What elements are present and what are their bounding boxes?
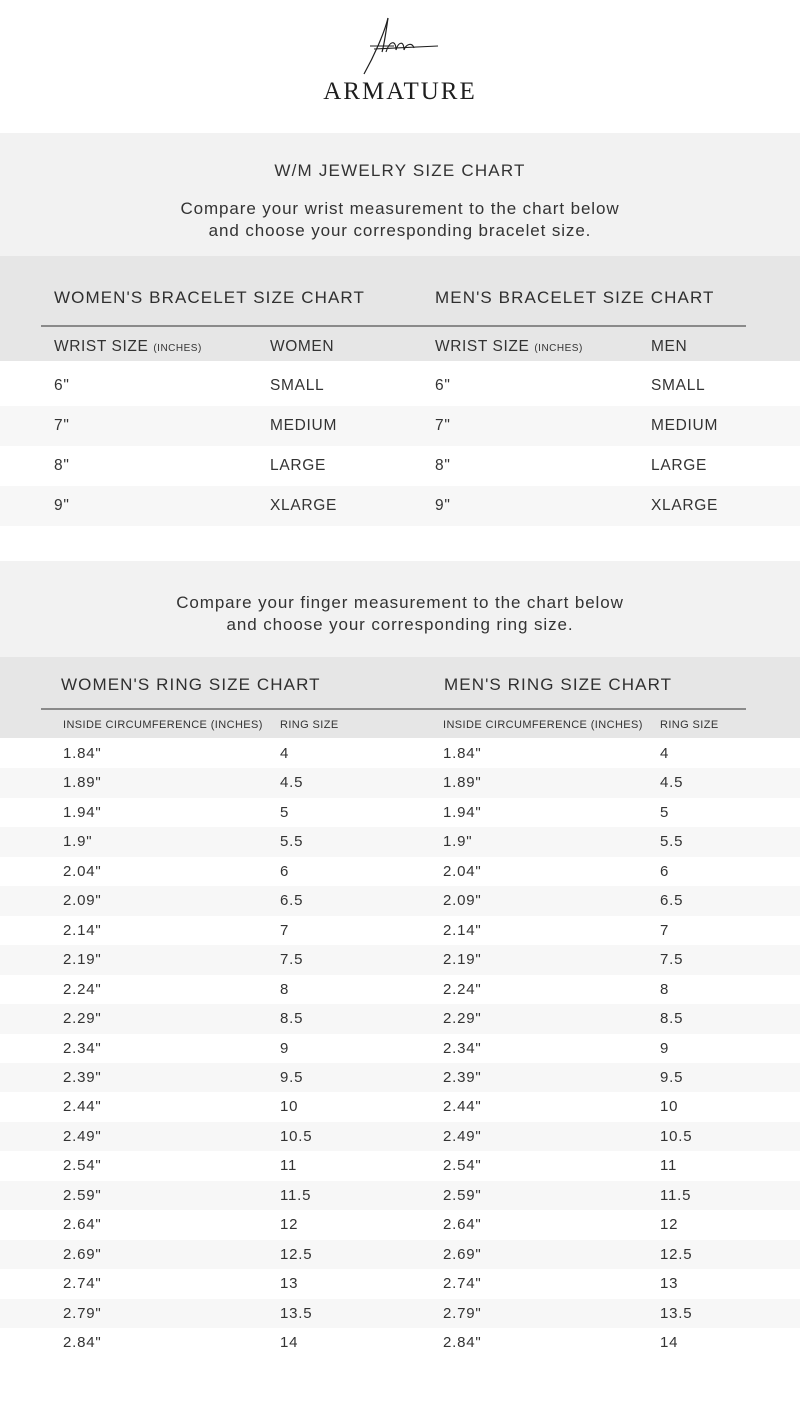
ring-row bbox=[0, 1240, 800, 1270]
mens-circumference: 1.94" bbox=[443, 803, 482, 821]
mens-ring-title: MEN'S RING SIZE CHART bbox=[444, 675, 673, 694]
ring-row bbox=[0, 1328, 800, 1358]
mens-bracelet-title: MEN'S BRACELET SIZE CHART bbox=[435, 288, 715, 307]
mens-circumference: 2.79" bbox=[443, 1304, 482, 1322]
mens-circumference: 2.54" bbox=[443, 1157, 482, 1175]
mens-ring-size: 6 bbox=[660, 862, 670, 880]
mens-ring-size: 11 bbox=[660, 1157, 678, 1175]
mens-ring-size: 7.5 bbox=[660, 951, 684, 969]
womens-circumference: 2.74" bbox=[63, 1275, 102, 1293]
mens-ring-size: 4 bbox=[660, 745, 670, 762]
ring-size-intro bbox=[0, 561, 800, 657]
ring-table-header bbox=[0, 657, 800, 738]
bracelet-row bbox=[0, 406, 800, 446]
brand-signature-logo bbox=[360, 16, 440, 76]
ring-row bbox=[0, 768, 800, 798]
mens-wrist-size: 7" bbox=[435, 417, 451, 434]
mens-ring-size: 10 bbox=[660, 1098, 679, 1116]
mens-ring-size: 8 bbox=[660, 980, 670, 998]
mens-ring-size: 6.5 bbox=[660, 892, 684, 910]
womens-ring-size: 5 bbox=[280, 803, 290, 821]
womens-bracelet-size: XLARGE bbox=[270, 497, 338, 514]
ring-row bbox=[0, 1063, 800, 1093]
womens-circumference: 2.49" bbox=[63, 1127, 102, 1145]
womens-ring-size: 11 bbox=[280, 1157, 298, 1175]
womens-wrist-size: 7" bbox=[54, 417, 70, 434]
ring-row bbox=[0, 1210, 800, 1240]
mens-circumference: 2.64" bbox=[443, 1216, 482, 1234]
bracelet-instructions-line-2: and choose your corresponding bracelet size. bbox=[208, 221, 592, 240]
brand-wordmark: ARMATURE bbox=[323, 78, 477, 105]
mens-ring-size: 7 bbox=[660, 921, 670, 939]
mens-ring-size: 14 bbox=[660, 1334, 679, 1351]
ring-row bbox=[0, 945, 800, 975]
womens-ring-size: 5.5 bbox=[280, 833, 304, 851]
womens-circumference: 2.34" bbox=[63, 1039, 102, 1057]
ring-instructions-line-2: and choose your corresponding ring size. bbox=[226, 615, 574, 634]
mens-circumference: 2.09" bbox=[443, 892, 482, 910]
jewelry-size-intro bbox=[0, 133, 800, 256]
bracelet-instructions bbox=[0, 198, 800, 242]
ring-row bbox=[0, 739, 800, 769]
mens-ring-size: 11.5 bbox=[660, 1186, 692, 1204]
womens-ring-size: 4.5 bbox=[280, 774, 304, 792]
mens-circumference: 2.59" bbox=[443, 1186, 482, 1204]
womens-ring-size: 10.5 bbox=[280, 1127, 313, 1145]
mens-circumference: 2.19" bbox=[443, 951, 482, 969]
mens-ring-size: 10.5 bbox=[660, 1127, 693, 1145]
mens-wrist-size: 6" bbox=[435, 377, 451, 394]
womens-wrist-size: 9" bbox=[54, 497, 70, 514]
mens-ring-size: 5 bbox=[660, 803, 670, 821]
womens-circumference: 2.14" bbox=[63, 921, 102, 939]
womens-ring-size: 8 bbox=[280, 980, 290, 998]
header-divider bbox=[41, 325, 746, 327]
womens-bracelet-size: MEDIUM bbox=[270, 417, 338, 434]
mens-wrist-size: 8" bbox=[435, 457, 451, 474]
womens-ring-size: 7 bbox=[280, 921, 290, 939]
womens-ring-size: 14 bbox=[280, 1334, 299, 1351]
ring-row bbox=[0, 1181, 800, 1211]
bracelet-row bbox=[0, 446, 800, 486]
mens-circumference: 2.84" bbox=[443, 1334, 482, 1351]
mens-ring-size: 8.5 bbox=[660, 1010, 684, 1028]
men-size-column: MEN bbox=[651, 338, 688, 355]
column-unit: (INCHES) bbox=[153, 343, 202, 354]
page-title: W/M JEWELRY SIZE CHART bbox=[274, 161, 526, 180]
womens-bracelet-title: WOMEN'S BRACELET SIZE CHART bbox=[54, 288, 365, 307]
womens-circumference: 2.04" bbox=[63, 862, 102, 880]
mens-ring-size: 9.5 bbox=[660, 1068, 684, 1086]
womens-ring-size: 8.5 bbox=[280, 1010, 304, 1028]
mens-bracelet-size: LARGE bbox=[651, 457, 708, 474]
header-divider bbox=[41, 708, 746, 710]
womens-circumference: 2.79" bbox=[63, 1304, 102, 1322]
womens-circumference: 1.89" bbox=[63, 774, 102, 792]
mens-circumference: 2.39" bbox=[443, 1068, 482, 1086]
ring-instructions bbox=[0, 592, 800, 636]
womens-ring-size-column: RING SIZE bbox=[280, 719, 339, 731]
ring-row bbox=[0, 857, 800, 887]
ring-row bbox=[0, 1151, 800, 1181]
mens-ring-size: 12 bbox=[660, 1216, 679, 1234]
womens-wrist-size: 8" bbox=[54, 457, 70, 474]
mens-ring-size: 12.5 bbox=[660, 1245, 693, 1263]
womens-ring-size: 7.5 bbox=[280, 951, 304, 969]
ring-row bbox=[0, 1092, 800, 1122]
womens-circumference: 2.44" bbox=[63, 1098, 102, 1116]
column-label: WRIST SIZE bbox=[435, 338, 530, 355]
womens-ring-size: 6.5 bbox=[280, 892, 304, 910]
womens-circumference: 2.54" bbox=[63, 1157, 102, 1175]
women-size-column: WOMEN bbox=[270, 338, 335, 355]
womens-ring-size: 11.5 bbox=[280, 1186, 312, 1204]
womens-ring-title: WOMEN'S RING SIZE CHART bbox=[61, 675, 321, 694]
mens-circumference: 2.44" bbox=[443, 1098, 482, 1116]
womens-ring-size: 9 bbox=[280, 1039, 290, 1057]
womens-circumference: 2.64" bbox=[63, 1216, 102, 1234]
column-unit: (INCHES) bbox=[534, 343, 583, 354]
womens-ring-size: 13 bbox=[280, 1275, 299, 1293]
mens-circumference: 2.74" bbox=[443, 1275, 482, 1293]
womens-circumference: 2.39" bbox=[63, 1068, 102, 1086]
womens-ring-size: 10 bbox=[280, 1098, 299, 1116]
bracelet-row bbox=[0, 366, 800, 406]
ring-row bbox=[0, 1004, 800, 1034]
bracelet-instructions-line-1: Compare your wrist measurement to the chart below bbox=[180, 199, 620, 218]
womens-circumference: 1.9" bbox=[63, 833, 93, 851]
mens-circumference: 1.9" bbox=[443, 833, 473, 851]
ring-row bbox=[0, 916, 800, 946]
mens-bracelet-size: SMALL bbox=[651, 377, 706, 394]
womens-ring-size: 13.5 bbox=[280, 1304, 313, 1322]
womens-circumference: 1.94" bbox=[63, 803, 102, 821]
mens-ring-size: 13 bbox=[660, 1275, 679, 1293]
womens-wrist-size-column bbox=[54, 338, 202, 356]
mens-circumference-column: INSIDE CIRCUMFERENCE (INCHES) bbox=[443, 719, 643, 731]
mens-bracelet-size: XLARGE bbox=[651, 497, 719, 514]
ring-row bbox=[0, 975, 800, 1005]
mens-ring-size: 5.5 bbox=[660, 833, 684, 851]
womens-circumference: 2.09" bbox=[63, 892, 102, 910]
womens-bracelet-size: SMALL bbox=[270, 377, 325, 394]
mens-circumference: 2.24" bbox=[443, 980, 482, 998]
mens-circumference: 1.84" bbox=[443, 745, 482, 762]
mens-wrist-size-column bbox=[435, 338, 583, 356]
mens-circumference: 1.89" bbox=[443, 774, 482, 792]
ring-row bbox=[0, 798, 800, 828]
womens-circumference: 2.29" bbox=[63, 1010, 102, 1028]
mens-ring-size-column: RING SIZE bbox=[660, 719, 719, 731]
ring-row bbox=[0, 827, 800, 857]
womens-circumference: 2.69" bbox=[63, 1245, 102, 1263]
womens-ring-size: 12.5 bbox=[280, 1245, 313, 1263]
mens-circumference: 2.49" bbox=[443, 1127, 482, 1145]
ring-instructions-line-1: Compare your finger measurement to the chart below bbox=[176, 593, 624, 612]
womens-ring-size: 12 bbox=[280, 1216, 299, 1234]
mens-circumference: 2.34" bbox=[443, 1039, 482, 1057]
womens-circumference: 2.19" bbox=[63, 951, 102, 969]
womens-circumference: 2.59" bbox=[63, 1186, 102, 1204]
mens-ring-size: 4.5 bbox=[660, 774, 684, 792]
mens-circumference: 2.29" bbox=[443, 1010, 482, 1028]
column-label: WRIST SIZE bbox=[54, 338, 149, 355]
ring-row bbox=[0, 1122, 800, 1152]
womens-ring-size: 9.5 bbox=[280, 1068, 304, 1086]
womens-circumference: 1.84" bbox=[63, 745, 102, 762]
mens-ring-size: 13.5 bbox=[660, 1304, 693, 1322]
bracelet-table-header bbox=[0, 256, 800, 361]
womens-wrist-size: 6" bbox=[54, 377, 70, 394]
womens-circumference-column: INSIDE CIRCUMFERENCE (INCHES) bbox=[63, 719, 263, 731]
mens-circumference: 2.69" bbox=[443, 1245, 482, 1263]
bracelet-row bbox=[0, 486, 800, 526]
ring-row bbox=[0, 1269, 800, 1299]
mens-wrist-size: 9" bbox=[435, 497, 451, 514]
ring-row bbox=[0, 886, 800, 916]
header bbox=[0, 0, 800, 133]
womens-circumference: 2.84" bbox=[63, 1334, 102, 1351]
ring-row bbox=[0, 1299, 800, 1329]
womens-bracelet-size: LARGE bbox=[270, 457, 327, 474]
mens-ring-size: 9 bbox=[660, 1039, 670, 1057]
mens-circumference: 2.14" bbox=[443, 921, 482, 939]
ring-row bbox=[0, 1034, 800, 1064]
womens-ring-size: 4 bbox=[280, 745, 290, 762]
womens-circumference: 2.24" bbox=[63, 980, 102, 998]
mens-bracelet-size: MEDIUM bbox=[651, 417, 719, 434]
mens-circumference: 2.04" bbox=[443, 862, 482, 880]
womens-ring-size: 6 bbox=[280, 862, 290, 880]
